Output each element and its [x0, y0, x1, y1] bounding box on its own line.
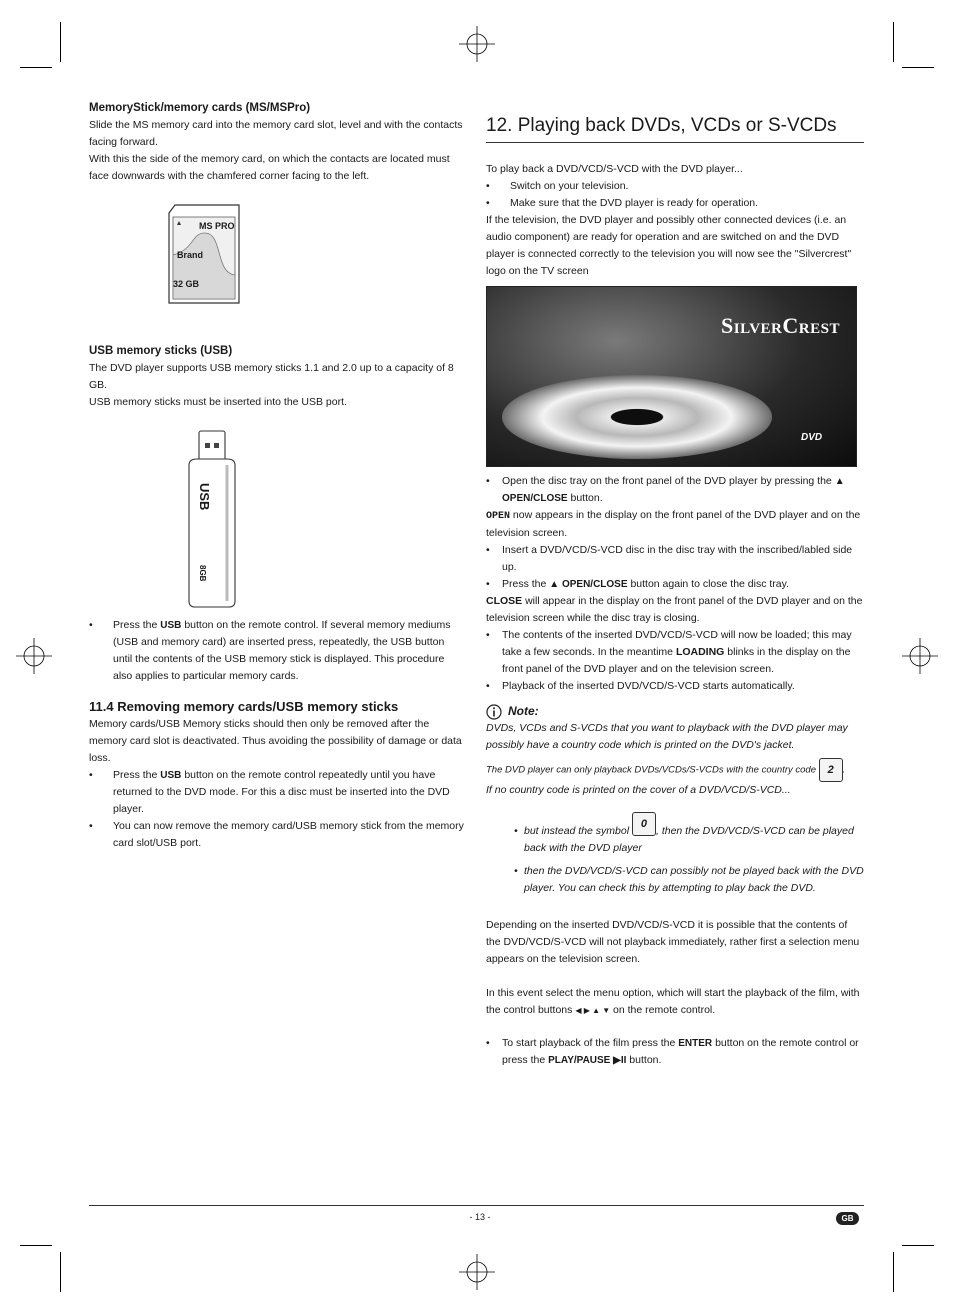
list-item: • Press the ▲ OPEN/CLOSE button again to close the disc tray.	[486, 578, 790, 590]
footer-divider	[89, 1205, 864, 1206]
list-item: • You can now remove the memory card/USB memory stick from the memory card slot/USB port.	[89, 820, 464, 849]
note-paragraph-3: If no country code is printed on the cover of a DVD/VCD/S-VCD...	[486, 784, 791, 796]
list-item: • Switch on your television.	[486, 180, 629, 192]
paragraph: If the television, the DVD player and possibly other connected devices (i.e. an audio component) are ready for operation and are switched on and the DVD player is connected correctly to the television you will now see the "Silvercrest" logo on the TV screen	[486, 214, 852, 277]
registration-mark	[16, 638, 52, 674]
registration-mark	[459, 1254, 495, 1290]
list-item: • Insert a DVD/VCD/S-VCD disc in the disc tray with the inscribed/labled side up.	[486, 544, 853, 573]
registration-mark	[459, 26, 495, 62]
page-title: 12. Playing back DVDs, VCDs or S-VCDs	[486, 112, 864, 143]
right-column: 12. Playing back DVDs, VCDs or S-VCDs To play back a DVD/VCD/S-VCD with the DVD player... • Switch on your television. • Make sure that the DVD player is ready for operation. If the television, the DVD player and possibly other connected devices (i.e. an audio component) are ready for operation and are switched on and the DVD player is connected correctly to the television you will now see the "Silvercrest" logo on the TV screen SilverCrest DVD • Open the disc tray on the front panel of the DVD player by pressing the ▲ OPEN/CLOSE button. OPEN now appears in the display on the front panel of the DVD player and on the television screen. • Insert a DVD/VCD/S-VCD disc in the disc tray with the inscribed/labled side up. • Press the ▲ OPEN/CLOSE button again to close the disc tray. CLOSE will appear in the display on the front panel of the DVD player and on the television screen while the disc tray is closing. • The contents of the inserted DVD/VCD/S-VCD will now be loaded; this may take a few seconds. In the meantime LOADING blinks in the display on the front panel of the DVD player and on the television screen. • Playback of the inserted DVD/VCD/S-VCD starts automatically. Note: DVDs, VCDs and S-VCDs that you want to playback with the DVD player may possibly have a country code which is printed on the DVD's jacket. The DVD player can only playback DVDs/VCDs/S-VCDs with the country code 2 . If no country code is printed on the cover of a DVD/VCD/S-VCD... • but instead the symbol 0, then the DVD/VCD/S-VCD can be played back with the DVD player • then the DVD/VCD/S-VCD can possibly not be played back with the DVD player. You can check this by attempting to play back the DVD. Depending on the inserted DVD/VCD/S-VCD it is possible that the contents of the DVD/VCD/S-VCD will not playback immediately, rather first a selection menu appears on the television screen. In this event select the menu option, which will start the playback of the film, with the control buttons ◀ ▶ ▲ ▼ on the remote control. • To start playback of the film press the ENTER button on the remote control or press the PLAY/PAUSE ▶II button.	[486, 100, 864, 1069]
info-icon	[486, 704, 502, 720]
memory-card-illustration	[165, 203, 243, 305]
card-brand-label: Brand	[177, 250, 204, 260]
display-open: OPEN	[486, 511, 511, 522]
usb-heading: USB memory sticks (USB)	[89, 345, 233, 357]
intro-text: To play back a DVD/VCD/S-VCD with the DVD player...	[486, 163, 743, 175]
list-item: • Make sure that the DVD player is ready for operation.	[486, 197, 759, 209]
dvd-logo: DVD	[801, 432, 823, 443]
list-item: • The contents of the inserted DVD/VCD/S-VCD will now be loaded; this may take a few seconds. In the meantime LOADING blinks in the display on the front panel of the DVD player and on the television screen.	[486, 629, 852, 675]
section-heading-11-4: 11.4 Removing memory cards/USB memory sticks	[89, 699, 399, 714]
card-capacity-label: 32 GB	[173, 279, 200, 289]
list-item: • To start playback of the film press the ENTER button on the remote control or press the PLAY/PAUSE ▶II button.	[486, 1037, 859, 1066]
ms-heading: MemoryStick/memory cards (MS/MSPro)	[89, 102, 311, 114]
page-number: - 13 -	[469, 1212, 491, 1222]
display-close: CLOSE	[486, 595, 523, 607]
country-code-2-icon: 2	[819, 758, 843, 782]
arrow-keys-icon: ◀ ▶ ▲ ▼	[575, 1006, 611, 1015]
list-item: • Playback of the inserted DVD/VCD/S-VCD starts automatically.	[486, 680, 795, 692]
note-list	[486, 818, 864, 897]
region-free-0-icon: 0	[632, 812, 656, 836]
enter-key: ENTER	[678, 1038, 713, 1049]
paragraph: In this event select the menu option, which will start the playback of the film, with the control buttons ◀ ▶ ▲ ▼ on the remote control.	[486, 987, 860, 1016]
note-header: Note:	[486, 703, 864, 720]
play-pause-key: PLAY/PAUSE ▶II	[548, 1055, 627, 1066]
section-paragraph: Memory cards/USB Memory sticks should then only be removed after the memory card slot is deactivated. Thus avoiding the possibility of damage or data loss.	[89, 718, 462, 764]
note-paragraph-2: The DVD player can only playback DVDs/VCDs/S-VCDs with the country code 2 .	[486, 758, 864, 782]
language-badge: GB	[836, 1212, 859, 1225]
ms-paragraph-1: Slide the MS memory card into the memory card slot, level and with the contacts facing forward.	[89, 119, 463, 148]
usb-key-label: USB	[160, 620, 182, 631]
usb-stick-illustration	[183, 429, 243, 611]
open-close-key: ▲ OPEN/CLOSE	[502, 476, 845, 504]
silvercrest-logo: SilverCrest	[721, 313, 840, 338]
list-item: • then the DVD/VCD/S-VCD can possibly not be played back with the DVD player. You can check this by attempting to play back the DVD.	[514, 865, 864, 894]
usb-stick-capacity: 8GB	[198, 565, 207, 582]
left-column	[89, 100, 465, 852]
registration-mark	[902, 638, 938, 674]
usb-stick-label: USB	[197, 483, 212, 511]
usb-paragraph-2: USB memory sticks must be inserted into the USB port.	[89, 396, 347, 408]
ms-paragraph-2: With this the side of the memory card, on which the contacts are located must face downwards with the chamfered corner facing to the left.	[89, 153, 450, 182]
note-paragraph-1: DVDs, VCDs and S-VCDs that you want to playback with the DVD player may possibly have a country code which is printed on the DVD's jacket.	[486, 722, 848, 751]
usb-paragraph-1: The DVD player supports USB memory sticks 1.1 and 2.0 up to a capacity of 8 GB.	[89, 362, 454, 391]
list-item: • but instead the symbol 0, then the DVD/VCD/S-VCD can be played back with the DVD player	[514, 823, 864, 857]
card-type-label: MS PRO	[199, 221, 235, 231]
list-item: • Press the USB button on the remote control. If several memory mediums (USB and memory card) are inserted press, repeatedly, the USB button until the contents of the USB memory stick is displayed. This procedure also applies to particular memory cards.	[89, 619, 451, 682]
silvercrest-screen-image	[486, 286, 857, 467]
list-item: • Press the USB button on the remote control repeatedly until you have returned to the DVD mode. For this a disc must be inserted into the DVD player.	[89, 769, 450, 815]
list-item: • Open the disc tray on the front panel of the DVD player by pressing the ▲ OPEN/CLOSE button.	[486, 475, 845, 504]
display-loading: LOADING	[675, 646, 725, 658]
paragraph: Depending on the inserted DVD/VCD/S-VCD it is possible that the contents of the DVD/VCD/S-VCD will not playback immediately, rather first a selection menu appears on the television screen.	[486, 919, 860, 965]
